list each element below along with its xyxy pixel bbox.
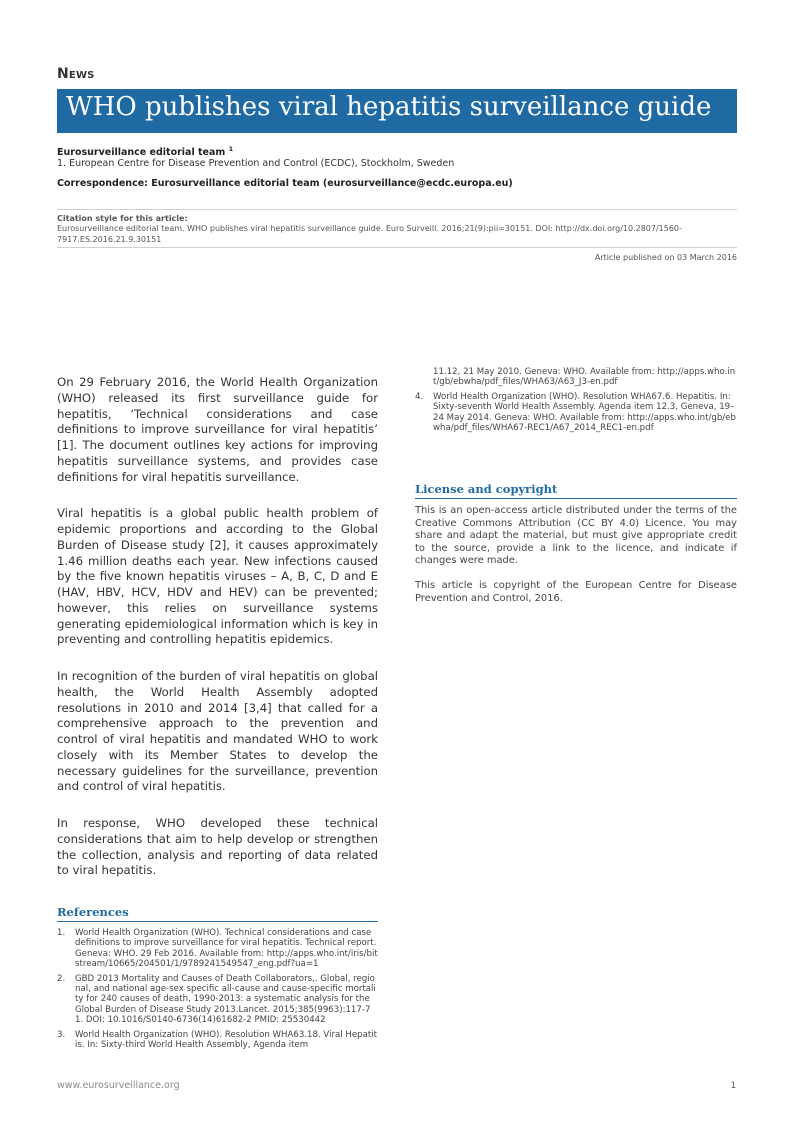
reference-text: 11.12, 21 May 2010. Geneva: WHO. Available from: http://apps.who.int/gb/ebwha/pdf_files/WHA63/A63_J3-en.pdf — [433, 367, 736, 388]
page-number: 1 — [730, 1081, 736, 1091]
reference-list — [57, 928, 378, 1050]
body-paragraph: On 29 February 2016, the World Health Organization (WHO) released its first surveillance guide for hepatitis, ‘Technical considerations and case definitions to improve surveillance for viral hepatitis’ [1]. The document outlines key actions for improving hepatitis surveillance systems, and provides case definitions for viral hepatitis surveillance. — [57, 375, 378, 484]
reference-number: 3. — [57, 1029, 66, 1040]
author-names: Eurosurveillance editorial team — [57, 147, 226, 159]
publication-date: Article published on 03 March 2016 — [594, 253, 737, 262]
reference-text: World Health Organization (WHO). Resolution WHA67.6. Hepatitis. In: Sixty-seventh World Health Assembly. Agenda item 12.3, Geneva, 19–24 May 2014. Geneva: WHO. Available from: http://apps.who.int/gb/ebwha/pdf_files/WHA67-REC1/A67_2014_REC1-en.pdf — [433, 391, 736, 434]
reference-text: GBD 2013 Mortality and Causes of Death Collaborators,. Global, regional, and national age-sex specific all-cause and cause-specific mortality for 240 causes of death, 1990-2013: a systematic analysis for the Global Burden of Disease Study 2013.Lancet. 2015;385(9963):117-71. DOI: 10.1016/S0140-6736(14)61682-2 PMID: 25530442 — [75, 973, 376, 1026]
reference-text: World Health Organization (WHO). Technical considerations and case definitions to improve surveillance for viral hepatitis. Technical report. Geneva: WHO. 29 Feb 2016. Available from: http://apps.who.int/iris/bitstream/10665/204501/1/9789241549547_eng.pdf?ua=1 — [75, 928, 378, 970]
reference-item — [57, 928, 378, 970]
license-paragraph: This is an open-access article distributed under the terms of the Creative Commons Attribution (CC BY 4.0) Licence. You may share and adapt the material, but must give appropriate credit to the source, provide a link to the licence, and indicate if changes were made. — [415, 505, 737, 567]
footer-url: www.eurosurveillance.org — [57, 1080, 180, 1091]
reference-number: 2. — [57, 973, 66, 984]
citation-text: Eurosurveillance editorial team. WHO publishes viral hepatitis surveillance guide. Euro Surveill. 2016;21(9):pii=30151. DOI: http://dx.doi.org/10.2807/1560-7917.ES.2016.21.9.30151 — [57, 224, 682, 244]
body-paragraph: In recognition of the burden of viral hepatitis on global health, the World Health Assembly adopted resolutions in 2010 and 2014 [3,4] that called for a comprehensive approach to the prevention and control of viral hepatitis and mandated WHO to work closely with its Member States to develop the necessary guidelines for the surveillance, prevention and control of viral hepatitis. — [57, 669, 378, 794]
author-line — [57, 145, 233, 158]
body-paragraph: In response, WHO developed these technical considerations that aim to help develop or strengthen the collection, analysis and reporting of data related to viral hepatitis. — [57, 816, 378, 878]
correspondence: Correspondence: Eurosurveillance editorial team (eurosurveillance@ecdc.europa.eu) — [57, 178, 513, 189]
section-label: News — [57, 66, 95, 82]
reference-item — [57, 1030, 378, 1051]
body-paragraph: Viral hepatitis is a global public health problem of epidemic proportions and according to the Global Burden of Disease study [2], it causes approximately 1.46 million deaths each year. New infections caused by the five known hepatitis viruses – A, B, C, D and E (HAV, HBV, HCV, HDV and HEV) can be prevented; however, this relies on surveillance systems generating epidemiological information which is key in preventing and controlling hepatitis epidemics. — [57, 506, 378, 647]
title-banner — [57, 89, 737, 133]
reference-item — [57, 974, 378, 1026]
article-title: WHO publishes viral hepatitis surveillance guide — [66, 92, 712, 122]
affiliation: 1. European Centre for Disease Prevention and Control (ECDC), Stockholm, Sweden — [57, 158, 455, 169]
references-heading: References — [57, 905, 378, 922]
side-column — [415, 367, 737, 437]
license-section — [415, 482, 737, 617]
reference-list-continued — [415, 367, 737, 433]
author-superscript: 1 — [228, 145, 234, 153]
citation-label: Citation style for this article: — [57, 214, 188, 223]
main-column — [57, 375, 378, 1054]
reference-item — [415, 367, 737, 388]
reference-number: 4. — [415, 391, 424, 402]
reference-number: 1. — [57, 928, 66, 938]
citation-bottom-rule — [57, 247, 737, 248]
copyright-paragraph: This article is copyright of the European Centre for Disease Prevention and Control, 2016. — [415, 579, 737, 604]
citation-top-rule — [57, 209, 737, 210]
reference-item — [415, 392, 737, 434]
license-heading: License and copyright — [415, 482, 737, 499]
reference-text: World Health Organization (WHO). Resolution WHA63.18. Viral Hepatitis. In: Sixty-third World Health Assembly, Agenda item — [75, 1029, 378, 1051]
